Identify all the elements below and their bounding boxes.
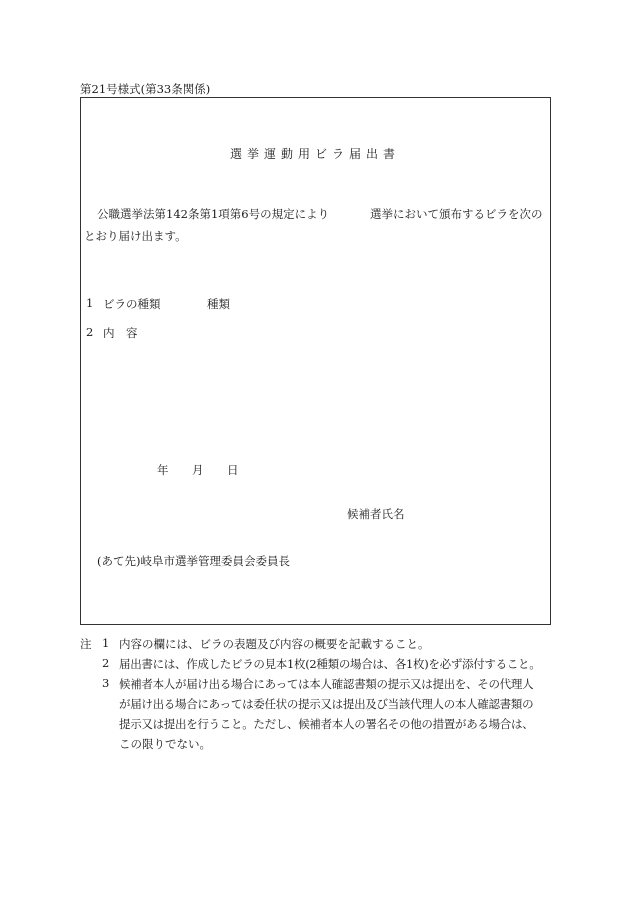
intro-text-line2: とおり届け出ます。 [84,229,187,243]
date-year: 年 [157,463,169,477]
note-1-number: 1 [102,636,110,650]
intro-text-part2: 選挙において頒布するビラを次の [370,207,543,221]
item1-number: 1 [86,296,94,310]
note-2-text: 届出書には、作成したビラの見本1枚(2種類の場合は、各1枚)を必ず添付すること。 [119,657,541,671]
note-3-line-3: 提示又は提出を行うこと。ただし、候補者本人の署名その他の措置がある場合は、 [119,717,534,731]
note-3-line-1: 候補者本人が届け出る場合にあっては本人確認書類の提示又は提出を、その代理人 [119,677,534,691]
candidate-name-label: 候補者氏名 [347,507,405,521]
form-number-label: 第21号様式(第33条関係) [80,82,211,96]
date-day: 日 [227,463,239,477]
note-2-number: 2 [102,656,110,670]
intro-text-part1: 公職選挙法第142条第1項第6号の規定により [97,207,330,221]
note-3-number: 3 [102,676,110,690]
addressee: (あて先)岐阜市選挙管理委員会委員長 [97,554,290,568]
item2-number: 2 [86,325,94,339]
form-title: 選挙運動用ビラ届出書 [229,147,400,161]
note-1-text: 内容の欄には、ビラの表題及び内容の概要を記載すること。 [119,637,430,651]
date-month: 月 [192,463,204,477]
item1-value: 種類 [207,297,230,311]
item2-label: 内 容 [103,326,138,340]
item1-label: ビラの種類 [103,297,161,311]
note-3-line-2: が届け出る場合にあっては委任状の提示又は提出及び当該代理人の本人確認書類の [119,697,534,711]
note-3-line-4: この限りでない。 [119,737,211,751]
notes-heading: 注 [80,637,92,651]
form-frame [80,97,551,625]
